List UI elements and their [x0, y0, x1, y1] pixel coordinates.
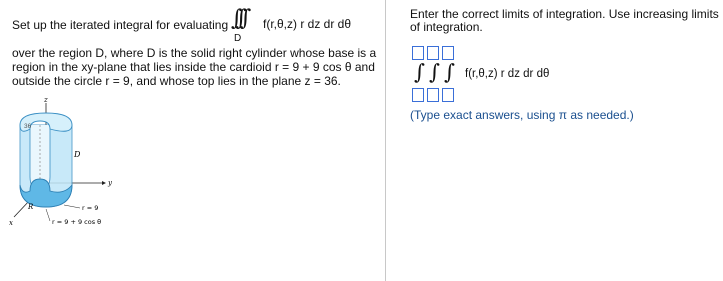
middle-lower-limit-input[interactable] — [427, 88, 439, 102]
cardioid-leader — [46, 209, 50, 221]
answer-integrand: f(r,θ,z) r dz dr dθ — [465, 68, 550, 80]
answer-panel — [410, 8, 720, 122]
answer-hint: (Type exact answers, using π as needed.) — [410, 108, 634, 122]
outer-integral-sign: ∫ — [414, 60, 425, 84]
region-subscript: D — [234, 33, 242, 44]
y-axis-label: y — [108, 179, 112, 187]
region-d-label: D — [74, 150, 81, 159]
circle-leader — [64, 205, 80, 208]
base-r-label: R — [28, 203, 34, 211]
question-integrand: f(r,θ,z) r dz dr dθ — [263, 17, 352, 31]
outer-lower-limit-input[interactable] — [412, 88, 424, 102]
y-axis-arrow — [102, 181, 106, 185]
cylinder-diagram — [6, 95, 136, 235]
question-body: over the region D, where D is the solid right cylinder whose base is a region in the xy-plane that lies inside the cardioid r = 9 + 9 cos θ and outside the circle r = 9, and whose top lies in the plane z = 36. — [12, 46, 377, 88]
cardioid-equation-label: r = 9 + 9 cos θ — [52, 218, 102, 226]
cylinder-figure — [6, 95, 136, 235]
question-prefix: Set up the iterated integral for evaluating — [12, 18, 229, 32]
inner-upper-limit-input[interactable] — [442, 46, 454, 60]
circle-equation-label: r = 9 — [82, 204, 99, 212]
question-panel — [12, 6, 377, 88]
inner-lower-limit-input[interactable] — [442, 88, 454, 102]
iterated-integral-input — [410, 46, 720, 108]
question-header — [12, 6, 377, 46]
middle-integral-sign: ∫ — [429, 60, 440, 84]
z-axis-label: z — [44, 96, 48, 104]
panel-divider — [385, 0, 386, 281]
top-value-label: 36 — [24, 123, 32, 130]
outer-upper-limit-input[interactable] — [412, 46, 424, 60]
x-axis-label: x — [9, 219, 13, 227]
triple-integral-sign: ∫∫∫ — [231, 6, 245, 31]
inner-integral-sign: ∫ — [444, 60, 455, 84]
middle-upper-limit-input[interactable] — [427, 46, 439, 60]
answer-instructions: Enter the correct limits of integration. Use increasing limits of integration. — [410, 7, 719, 34]
